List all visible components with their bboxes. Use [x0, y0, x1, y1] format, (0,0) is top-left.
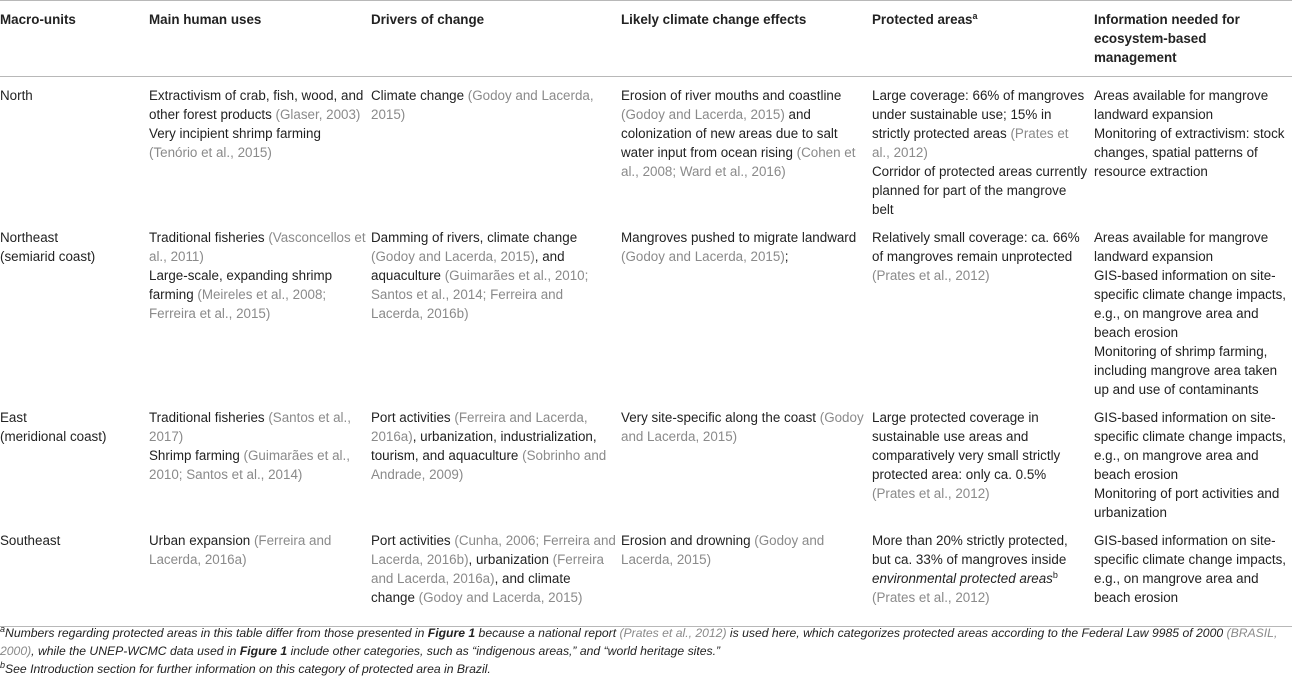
cell-text: Numbers regarding protected areas in this table differ from those presented in	[5, 626, 428, 640]
citation: (Godoy and Lacerda, 2015)	[371, 249, 535, 264]
cell-macro-unit	[0, 522, 149, 627]
cell-main-human-uses	[149, 219, 371, 399]
header-main-human-uses: Main human uses	[149, 1, 371, 77]
cell-paragraph	[1094, 228, 1288, 266]
cell-paragraph	[149, 531, 367, 569]
cell-protected-areas	[872, 399, 1094, 522]
cell-paragraph	[149, 124, 367, 162]
cell-text: because a national report	[475, 626, 620, 640]
cell-text: , urbanization, industrialization, tourism, and aquaculture	[371, 429, 597, 463]
header-climate-effects: Likely climate change effects	[621, 1, 872, 77]
cell-macro-unit	[0, 77, 149, 220]
cell-information-needed	[1094, 77, 1292, 220]
cell-text: See Introduction section for further information on this category of protected area in Brazil.	[5, 662, 491, 676]
cell-protected-areas	[872, 77, 1094, 220]
cell-paragraph	[1094, 484, 1288, 522]
citation: (Prates et al., 2012)	[872, 126, 1069, 160]
cell-text: and colonization of new areas due to salt water input from ocean rising	[621, 107, 838, 160]
cell-paragraph	[371, 531, 617, 607]
cell-main-human-uses	[149, 77, 371, 220]
cell-paragraph	[872, 86, 1090, 162]
cell-information-needed	[1094, 219, 1292, 399]
cell-paragraph	[149, 446, 367, 484]
header-protected-areas: Protected areas$^a$	[872, 1, 1094, 77]
citation: (BRASIL, 2000)	[0, 626, 1278, 658]
citation: (Prates et al., 2012)	[872, 486, 990, 501]
figure-reference: Figure 1	[239, 644, 288, 658]
figure-reference: Figure 1	[427, 626, 476, 640]
cell-paragraph	[872, 408, 1090, 503]
citation: (Ferreira and Lacerda, 2016a)	[371, 552, 604, 586]
cell-text: Large protected coverage in sustainable use areas and comparatively very small strictly protected area: only ca. 0.5%	[872, 410, 1061, 482]
cell-paragraph	[149, 228, 367, 266]
cell-paragraph	[621, 531, 868, 569]
cell-text: Erosion of river mouths and coastline	[621, 88, 842, 103]
cell-text: is used here, which categorizes protected areas according to the Federal Law 9985 of 2000	[726, 626, 1227, 640]
cell-text: Climate change	[371, 88, 468, 103]
cell-text: Large-scale, expanding shrimp farming	[149, 268, 333, 302]
footnote-marker: a	[0, 624, 6, 634]
cell-paragraph	[149, 408, 367, 446]
citation: (Cunha, 2006; Ferreira and Lacerda, 2016b)	[371, 533, 616, 567]
cell-text: Monitoring of shrimp farming, including mangrove area taken up and use of contaminants	[1094, 344, 1278, 397]
cell-text: , and climate change	[371, 571, 571, 605]
cell-text: Relatively small coverage: ca. 66% of mangroves remain unprotected	[872, 230, 1080, 264]
cell-paragraph	[149, 86, 367, 124]
table-row	[0, 522, 1292, 627]
cell-paragraph	[621, 86, 868, 181]
citation: (Guimarães et al., 2010; Santos et al., 2014)	[149, 448, 350, 482]
cell-paragraph	[1094, 408, 1288, 484]
table-row	[0, 77, 1292, 220]
cell-text: Port activities	[371, 410, 455, 425]
cell-paragraph	[872, 228, 1090, 285]
cell-text: Areas available for mangrove landward expansion	[1094, 230, 1269, 264]
citation: (Godoy and Lacerda, 2015)	[371, 88, 594, 122]
cell-text: Large coverage: 66% of mangroves under sustainable use; 15% in strictly protected areas	[872, 88, 1085, 141]
macro-unit-line: (meridional coast)	[0, 429, 107, 444]
cell-text: , while the UNEP-WCMC data used in	[31, 644, 240, 658]
cell-information-needed	[1094, 399, 1292, 522]
cell-text: Shrimp farming	[149, 448, 244, 463]
cell-drivers-of-change	[371, 399, 621, 522]
macro-unit-line: Northeast	[0, 230, 59, 245]
cell-paragraph	[621, 408, 868, 446]
cell-paragraph	[371, 228, 617, 323]
cell-main-human-uses	[149, 399, 371, 522]
cell-drivers-of-change	[371, 522, 621, 627]
cell-text: Port activities	[371, 533, 455, 548]
cell-text: More than 20% strictly protected, but ca. 33% of mangroves inside	[872, 533, 1068, 567]
citation: (Guimarães et al., 2010; Santos et al., 2014; Ferreira and Lacerda, 2016b)	[371, 268, 589, 321]
citation: (Cohen et al., 2008; Ward et al., 2016)	[621, 145, 856, 179]
cell-text: Very incipient shrimp farming	[149, 126, 321, 141]
cell-information-needed	[1094, 522, 1292, 627]
citation: (Godoy and Lacerda, 2015)	[418, 590, 583, 605]
cell-macro-unit	[0, 219, 149, 399]
cell-paragraph	[872, 531, 1090, 607]
cell-text: Traditional fisheries	[149, 410, 269, 425]
footnote-marker: a	[972, 11, 978, 21]
cell-protected-areas	[872, 219, 1094, 399]
cell-text: , urbanization	[468, 552, 553, 567]
cell-macro-unit	[0, 399, 149, 522]
cell-text: GIS-based information on site-specific climate change impacts, e.g., on mangrove area and beach erosion	[1094, 410, 1287, 482]
citation: (Sobrinho and Andrade, 2009)	[371, 448, 607, 482]
footnote	[0, 624, 1292, 660]
header-information-needed: Information needed for ecosystem-based management	[1094, 1, 1292, 77]
cell-paragraph	[621, 228, 868, 266]
macro-unit-line: North	[0, 88, 33, 103]
cell-climate-effects	[621, 77, 872, 220]
cell-text: ;	[784, 249, 789, 264]
citation: (Tenório et al., 2015)	[149, 145, 272, 160]
cell-text: Traditional fisheries	[149, 230, 269, 245]
cell-text: include other categories, such as “indigenous areas,” and “world heritage sites.”	[287, 644, 721, 658]
citation: (Glaser, 2003)	[275, 107, 361, 122]
cell-protected-areas	[872, 522, 1094, 627]
macro-unit-line: (semiarid coast)	[0, 249, 96, 264]
cell-climate-effects	[621, 399, 872, 522]
cell-main-human-uses	[149, 522, 371, 627]
footnote-marker: b	[1052, 570, 1058, 580]
citation: (Prates et al., 2012)	[872, 590, 990, 605]
cell-text: Extractivism of crab, fish, wood, and other forest products	[149, 88, 364, 122]
citation: (Meireles et al., 2008; Ferreira et al., 2015)	[149, 287, 327, 321]
cell-paragraph	[1094, 342, 1288, 399]
citation: (Godoy and Lacerda, 2015)	[621, 410, 864, 444]
cell-drivers-of-change	[371, 219, 621, 399]
citation: (Ferreira and Lacerda, 2016a)	[371, 410, 588, 444]
macro-unit-line: Southeast	[0, 533, 61, 548]
italic-term: environmental protected areas	[872, 571, 1053, 586]
citation: (Godoy and Lacerda, 2015)	[621, 249, 785, 264]
table-header-row	[0, 1, 1292, 77]
citation: (Ferreira and Lacerda, 2016a)	[149, 533, 332, 567]
cell-paragraph	[872, 162, 1090, 219]
footnote-marker: b	[0, 660, 6, 670]
citation: (Godoy and Lacerda, 2015)	[621, 107, 785, 122]
cell-climate-effects	[621, 522, 872, 627]
cell-text: Damming of rivers, climate change	[371, 230, 578, 245]
cell-drivers-of-change	[371, 77, 621, 220]
cell-text: Mangroves pushed to migrate landward	[621, 230, 857, 245]
citation: (Vasconcellos et al., 2011)	[149, 230, 366, 264]
cell-text: GIS-based information on site-specific climate change impacts, e.g., on mangrove area and beach erosion	[1094, 268, 1287, 340]
cell-text: Areas available for mangrove landward expansion	[1094, 88, 1269, 122]
table-row	[0, 399, 1292, 522]
header-macro-units: Macro-units	[0, 1, 149, 77]
macro-unit-line: East	[0, 410, 27, 425]
cell-text: Monitoring of extractivism: stock changes, spatial patterns of resource extraction	[1094, 126, 1285, 179]
cell-paragraph	[1094, 86, 1288, 124]
cell-paragraph	[1094, 531, 1288, 607]
table-footnotes	[0, 624, 1292, 678]
cell-climate-effects	[621, 219, 872, 399]
citation: (Santos et al., 2017)	[149, 410, 351, 444]
cell-paragraph	[149, 266, 367, 323]
cell-text: , and aquaculture	[371, 249, 565, 283]
footnote	[0, 660, 1292, 678]
cell-text: Monitoring of port activities and urbanization	[1094, 486, 1280, 520]
cell-text: GIS-based information on site-specific climate change impacts, e.g., on mangrove area and beach erosion	[1094, 533, 1287, 605]
table-row	[0, 219, 1292, 399]
cell-paragraph	[371, 86, 617, 124]
cell-paragraph	[371, 408, 617, 484]
cell-text: Very site-specific along the coast	[621, 410, 820, 425]
header-drivers-of-change: Drivers of change	[371, 1, 621, 77]
cell-paragraph	[1094, 266, 1288, 342]
cell-text: Urban expansion	[149, 533, 254, 548]
citation: (Godoy and Lacerda, 2015)	[621, 533, 825, 567]
citation: (Prates et al., 2012)	[872, 268, 990, 283]
citation: (Prates et al., 2012)	[619, 626, 727, 640]
cell-paragraph	[1094, 124, 1288, 181]
cell-text: Corridor of protected areas currently planned for part of the mangrove belt	[872, 164, 1088, 217]
cell-text: Erosion and drowning	[621, 533, 755, 548]
